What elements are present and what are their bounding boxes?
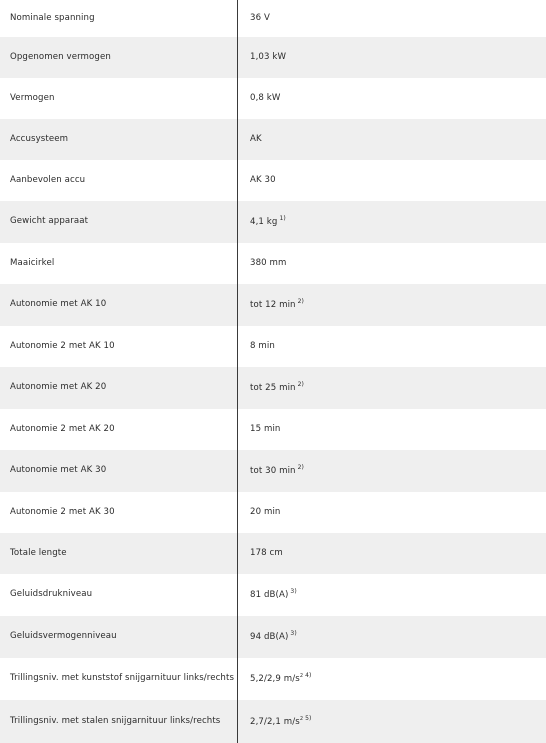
spec-value-text: 94 dB(A): [250, 632, 289, 643]
spec-value: [238, 465, 546, 476]
spec-value-text: 5,2/2,9 m/s: [250, 674, 300, 685]
spec-label: Autonomie met AK 20: [10, 382, 107, 393]
spec-value-text: 36 V: [250, 12, 270, 23]
footnote-marker: 3): [290, 588, 297, 596]
spec-value: [238, 176, 546, 185]
spec-value: [238, 53, 546, 62]
spec-label: Gewicht apparaat: [10, 216, 89, 227]
footnote-marker: 1): [279, 215, 286, 223]
spec-value-text: 2,7/2,1 m/s: [250, 716, 300, 727]
column-divider: [237, 0, 238, 743]
spec-label: Autonomie 2 met AK 10: [10, 340, 115, 351]
footnote-marker: 2): [297, 298, 304, 306]
spec-value-text: 4,1 kg: [250, 217, 278, 228]
spec-label: Totale lengte: [10, 547, 67, 558]
spec-label: Accusysteem: [10, 133, 69, 144]
spec-value-text: 0,8 kW: [250, 92, 281, 103]
spec-value: [238, 589, 546, 600]
spec-value-text: tot 25 min: [250, 383, 296, 394]
spec-row: [0, 450, 546, 492]
spec-value: [238, 716, 546, 727]
footnote-marker: 2): [297, 464, 304, 472]
footnote-marker: 3): [290, 630, 297, 638]
spec-value: [238, 14, 546, 23]
spec-label: Autonomie 2 met AK 30: [10, 506, 115, 517]
spec-label: Maaicirkel: [10, 257, 55, 268]
spec-row: [0, 409, 546, 450]
spec-value: [238, 631, 546, 642]
unit-exponent: 2: [299, 715, 304, 722]
spec-row: [0, 160, 546, 201]
spec-value: [238, 216, 546, 227]
footnote-marker: 4): [305, 672, 312, 680]
spec-value: [238, 425, 546, 434]
spec-row: [0, 284, 546, 326]
spec-value: [238, 382, 546, 393]
spec-row: [0, 201, 546, 243]
spec-value-text: 380 mm: [250, 257, 287, 268]
unit-exponent: 2: [299, 673, 304, 680]
spec-row: [0, 119, 546, 160]
spec-value-text: 81 dB(A): [250, 590, 289, 601]
spec-value: [238, 342, 546, 351]
spec-row: [0, 616, 546, 658]
spec-label: Opgenomen vermogen: [10, 51, 111, 62]
spec-row: [0, 37, 546, 78]
spec-value: [238, 299, 546, 310]
spec-row: [0, 243, 546, 284]
spec-value-text: 1,03 kW: [250, 51, 287, 62]
spec-value: [238, 673, 546, 684]
spec-value-text: AK 30: [250, 174, 276, 185]
spec-row: [0, 700, 546, 743]
spec-value: [238, 508, 546, 517]
spec-label: Autonomie met AK 30: [10, 465, 107, 476]
spec-label: Vermogen: [10, 92, 55, 103]
spec-row: [0, 492, 546, 533]
spec-value: [238, 549, 546, 558]
spec-label: Aanbevolen accu: [10, 174, 86, 185]
spec-value-text: 15 min: [250, 423, 281, 434]
spec-label: Geluidsdrukniveau: [10, 589, 93, 600]
spec-row: [0, 533, 546, 574]
spec-value-text: 20 min: [250, 506, 281, 517]
spec-row: [0, 367, 546, 409]
spec-label: Geluidsvermogenniveau: [10, 631, 117, 642]
spec-label: Nominale spanning: [10, 12, 95, 23]
spec-value: [238, 259, 546, 268]
spec-label: Trillingsniv. met kunststof snijgarnituur links/rechts: [10, 673, 235, 684]
spec-row: [0, 78, 546, 119]
footnote-marker: 5): [305, 714, 312, 722]
spec-value: [238, 94, 546, 103]
spec-value-text: AK: [250, 133, 262, 144]
spec-row: [0, 658, 546, 700]
spec-label: Autonomie met AK 10: [10, 299, 107, 310]
spec-label: Trillingsniv. met stalen snijgarnituur links/rechts: [10, 715, 221, 726]
spec-value-text: tot 30 min: [250, 466, 296, 477]
spec-label: Autonomie 2 met AK 20: [10, 423, 115, 434]
spec-row: [0, 574, 546, 616]
spec-value-text: 178 cm: [250, 547, 283, 558]
spec-value-text: tot 12 min: [250, 300, 296, 311]
spec-row: [0, 326, 546, 367]
spec-value: [238, 135, 546, 144]
spec-value-text: 8 min: [250, 340, 275, 351]
footnote-marker: 2): [297, 381, 304, 389]
spec-row: [0, 0, 546, 37]
